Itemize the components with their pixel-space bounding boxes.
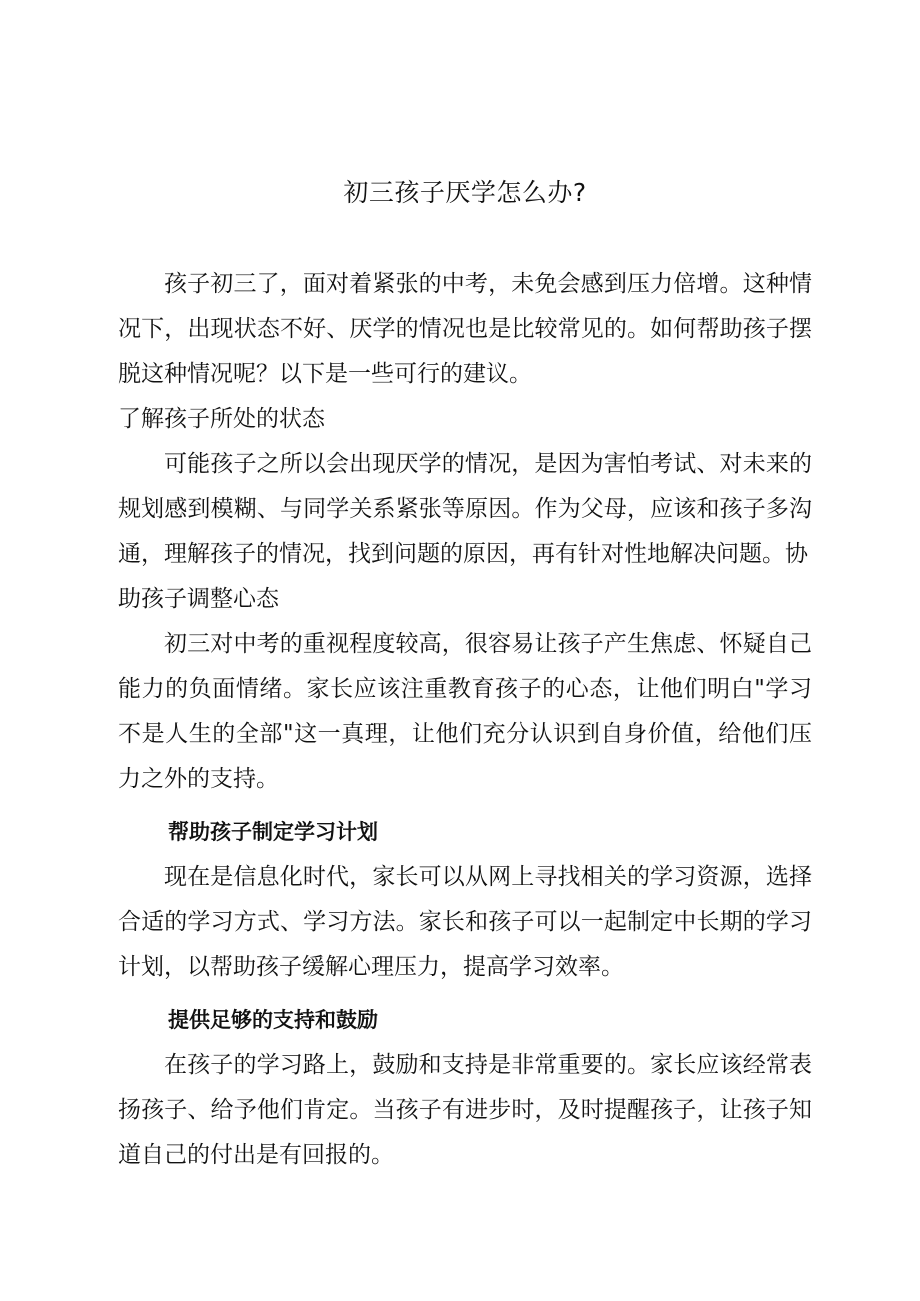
document-page bbox=[118, 168, 812, 1178]
section-heading-adjust-mindset: 助孩子调整心态 bbox=[118, 586, 279, 612]
intro-paragraph: 孩子初三了，面对着紧张的中考，未免会感到压力倍增。这种情况下，出现状态不好、厌学的情况也是比较常见的。如何帮助孩子摆脱这种情况呢？以下是一些可行的建议。 bbox=[118, 271, 812, 387]
document-title: 初三孩子厌学怎么办? bbox=[343, 178, 587, 207]
section-body-understand-state: 可能孩子之所以会出现厌学的情况，是因为害怕考试、对未来的规划感到模糊、与同学关系紧张等原因。作为父母，应该和孩子多沟通，理解孩子的情况，找到问题的原因，再有针对性地解决问题。协 bbox=[118, 451, 812, 567]
section-body-support-encourage: 在孩子的学习路上，鼓励和支持是非常重要的。家长应该经常表扬孩子、给予他们肯定。当孩子有进步时，及时提醒孩子，让孩子知道自己的付出是有回报的。 bbox=[118, 1052, 812, 1168]
section-heading-support-encourage: 提供足够的支持和鼓励 bbox=[168, 1008, 378, 1032]
section-heading-understand-state: 了解孩子所处的状态 bbox=[118, 406, 325, 432]
section-body-adjust-mindset: 初三对中考的重视程度较高，很容易让孩子产生焦虑、怀疑自己能力的负面情绪。家长应该注重教育孩子的心态，让他们明白"学习不是人生的全部"这一真理，让他们充分认识到自身价值，给他们压力之外的支持。 bbox=[118, 631, 812, 792]
section-heading-study-plan: 帮助孩子制定学习计划 bbox=[168, 820, 378, 844]
section-body-study-plan: 现在是信息化时代，家长可以从网上寻找相关的学习资源，选择合适的学习方式、学习方法。家长和孩子可以一起制定中长期的学习计划，以帮助孩子缓解心理压力，提高学习效率。 bbox=[118, 864, 812, 980]
